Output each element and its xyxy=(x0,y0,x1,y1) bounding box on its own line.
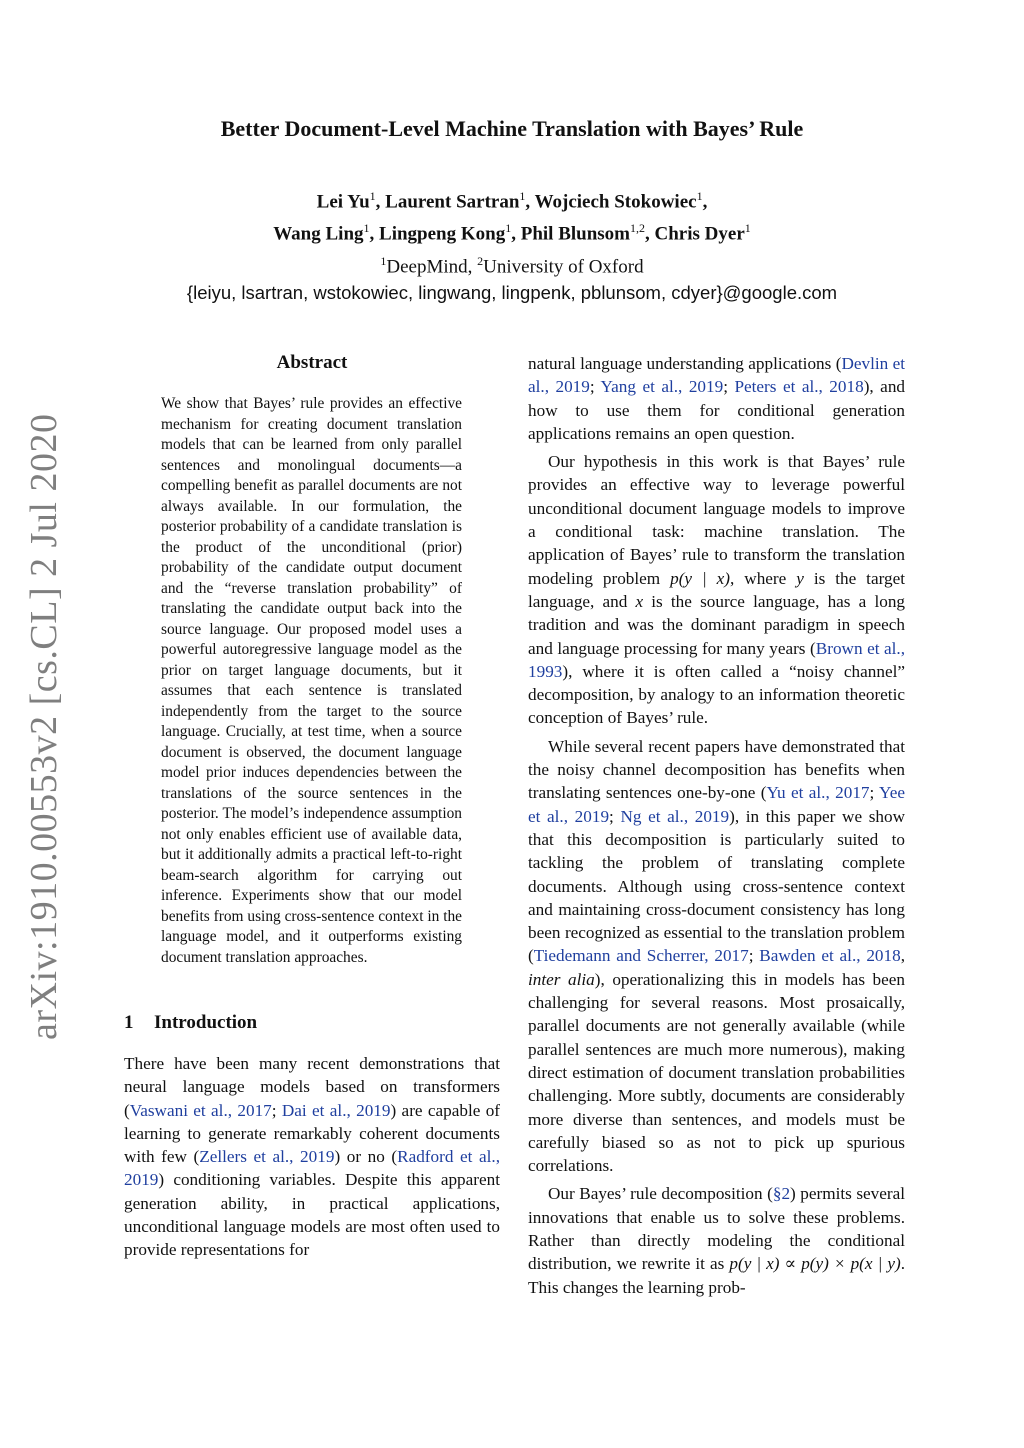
citation-link[interactable]: Devlin et al., 2019 xyxy=(528,354,906,397)
author-affiliation-mark: 1 xyxy=(519,189,526,203)
author-affiliation-mark: 1 xyxy=(363,221,370,236)
citation-link[interactable]: Yang et al., 2019 xyxy=(600,377,724,397)
text-run: There have been many recent demonstrations that neural language models based on transformers ( xyxy=(124,1054,500,1120)
affiliation-2: University of Oxford xyxy=(483,255,644,277)
author-name: Wang Ling xyxy=(273,223,364,245)
text-run: is the source language, has a long tradition and was the dominant paradigm in speech and language processing for many years ( xyxy=(528,591,906,658)
citation-link[interactable]: Vaswani et al., 2017 xyxy=(129,1100,272,1120)
author-affiliation-mark: 1 xyxy=(696,189,703,203)
left-column xyxy=(124,352,500,1262)
citation-link[interactable]: Ng et al., 2019 xyxy=(620,806,730,826)
text-run: ), where it is often called a “noisy channel” decomposition, by analogy to an information theoretic conception of Bayes’ rule. xyxy=(528,661,905,728)
text-run: ; xyxy=(748,946,760,966)
intro-paragraph-1-continued xyxy=(528,352,905,445)
author-name: Phil Blunsom xyxy=(520,223,631,245)
citation-link[interactable]: Radford et al., 2019 xyxy=(124,1147,501,1190)
citation-link[interactable]: Peters et al., 2018 xyxy=(734,377,864,397)
intro-paragraph-2 xyxy=(528,450,905,730)
author-line-2: Wang Ling$^1$, Lingpeng Kong$^1$, Phil Blunsom$^{1,2}$, Chris Dyer$^1$ xyxy=(273,221,751,245)
citation-link[interactable]: Bawden et al., 2018 xyxy=(759,946,901,966)
text-run: , xyxy=(900,946,905,966)
intro-paragraph-1 xyxy=(124,1052,500,1262)
text-run: ) conditioning variables. Despite this apparent generation ability, in practical applications, unconditional language models are most often used to provide representations for xyxy=(124,1170,500,1260)
text-run: ), in this paper we show that this decomposition is particularly suited to tackling the problem of translating complete documents. Although using cross-sentence context and maintaining cross-document consistency has long been recognized as essential to the translation problem ( xyxy=(528,806,905,966)
affiliation-mark-2: 2 xyxy=(477,253,484,268)
text-run: ) are capable of learning to generate remarkably coherent documents with few ( xyxy=(124,1100,501,1167)
text-run: ; xyxy=(271,1100,282,1120)
text-run: ; xyxy=(869,783,880,803)
section-title: Introduction xyxy=(154,1012,258,1033)
text-run: ), operationalizing this in models has been challenging for several reasons. Most prosaically, parallel documents are not generally available (while parallel sentences are much more numerous), making direct estimation of document translation probabilities challenging. More subtly, documents are considerably more diverse than sentences, and models must be carefully biased so as not to pick up spurious correlations. xyxy=(528,969,906,1176)
text-run: , where xyxy=(730,568,797,588)
text-run: ; xyxy=(589,377,601,397)
citation-link[interactable]: Zellers et al., 2019 xyxy=(199,1147,335,1167)
text-run: While several recent papers have demonstrated that the noisy channel decomposition has benefits when translating sentences one-by-one ( xyxy=(528,736,905,803)
intro-paragraph-4 xyxy=(528,1182,905,1298)
section-heading-introduction xyxy=(124,1012,500,1034)
citation-link[interactable]: Yu et al., 2017 xyxy=(766,783,870,803)
text-run: ; xyxy=(609,806,621,826)
abstract-heading: Abstract xyxy=(276,352,348,373)
author-affiliation-mark: 1 xyxy=(369,189,376,203)
emphasized-text: inter alia xyxy=(528,969,595,989)
math-expression: x xyxy=(635,591,644,611)
author-affiliation-mark: 1 xyxy=(744,221,751,236)
author-line-1: Lei Yu$^1$, Laurent Sartran$^1$, Wojciech Stokowiec$^1$, xyxy=(316,189,708,213)
text-run: . This changes the learning prob- xyxy=(528,1254,905,1297)
author-name: Lei Yu xyxy=(316,191,370,213)
affiliations xyxy=(0,248,1024,280)
author-emails: {leiyu, lsartran, wstokowiec, lingwang, lingpenk, pblunsom, cdyer}@google.com xyxy=(186,281,838,303)
author-name: Wojciech Stokowiec xyxy=(534,191,697,213)
abstract-text: We show that Bayes’ rule provides an effective mechanism for creating document translation models that can be learned from only parallel sentences and monolingual documents—a compelling benefit as parallel documents are not always available. In our formulation, the posterior probability of a candidate translation is the product of the unconditional (prior) probability of the candidate output document and the “reverse translation probability” of translating the candidate output back into the source language. Our proposed model uses a powerful autoregressive language model as the prior on target language documents, but it assumes that each sentence is translated independently from the target to the source language. Crucially, at test time, when a source document is observed, the document language model prior induces dependencies between the translations of the source sentences in the posterior. The model’s independence assumption not only enables efficient use of available data, but it additionally admits a practical left-to-right beam-search algorithm for carrying out inference. Experiments show that our model benefits from using cross-sentence context in the language model, and it outperforms existing document translation approaches. xyxy=(161,395,462,966)
math-expression: p(y | x) ∝ p(y) × p(x | y) xyxy=(729,1254,901,1274)
author-block xyxy=(0,183,1024,306)
author-name: Laurent Sartran xyxy=(385,191,520,213)
affiliation-1: DeepMind, xyxy=(386,255,473,277)
text-run: ) or no ( xyxy=(334,1147,398,1167)
intro-paragraph-3 xyxy=(528,735,905,1178)
author-name: Lingpeng Kong xyxy=(379,223,506,245)
citation-link[interactable]: Yee et al., 2019 xyxy=(528,783,905,826)
text-run: ), and how to use them for conditional generation applications remains an open question. xyxy=(528,377,906,443)
citation-link[interactable]: Brown et al., 1993 xyxy=(528,638,905,681)
citation-link[interactable]: Dai et al., 2019 xyxy=(281,1100,391,1120)
text-run: is the target language, and xyxy=(528,568,905,611)
section-number: 1 xyxy=(124,1012,134,1033)
author-affiliation-mark: 1,2 xyxy=(630,221,646,236)
right-column xyxy=(528,352,905,1299)
citation-link[interactable]: §2 xyxy=(772,1184,791,1204)
affiliation-mark-1: 1 xyxy=(380,253,387,268)
text-run: Our hypothesis in this work is that Bayes’ rule provides an effective way to leverage powerful unconditional document language models to improve a conditional task: machine translation. The application of Bayes’ rule to transform the translation modeling problem xyxy=(528,452,905,588)
author-name: Chris Dyer xyxy=(654,223,745,245)
arxiv-identifier-stamp: arXiv:1910.00553v2 [cs.CL] 2 Jul 2020 xyxy=(23,413,65,1040)
math-expression: p(y | x) xyxy=(670,568,731,588)
text-run: Our Bayes’ rule decomposition ( xyxy=(548,1184,773,1204)
citation-link[interactable]: Tiedemann and Scherrer, 2017 xyxy=(533,946,749,966)
text-run: ; xyxy=(723,377,735,397)
paper-title: Better Document-Level Machine Translation with Bayes’ Rule xyxy=(220,116,804,141)
text-run: natural language understanding applications ( xyxy=(528,354,842,373)
text-run: ) permits several innovations that enable us to solve these problems. Rather than directly modeling the conditional distribution, we rewrite it as xyxy=(528,1184,905,1274)
author-affiliation-mark: 1 xyxy=(505,221,512,236)
math-expression: y xyxy=(796,568,804,588)
